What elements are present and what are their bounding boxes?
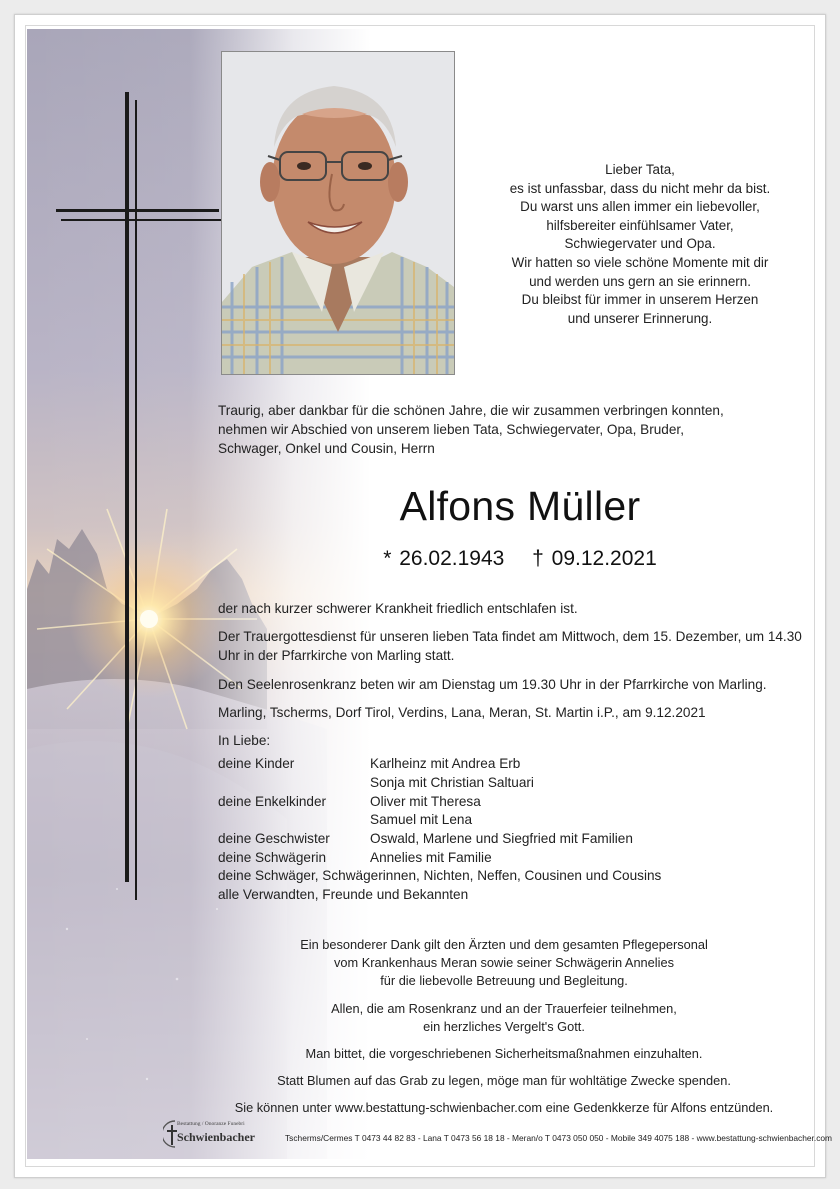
contact-line: Tscherms/Cermes T 0473 44 82 83 - Lana T 0473 56 18 18 - Meran/o T 0473 050 050 - Mobile 349 4075 188 - www.bestattung-schwienbacher.com [285, 1133, 833, 1143]
announcement-body [218, 599, 818, 904]
mourner-row [218, 848, 818, 867]
birth-date: * 26.02.1943 [383, 547, 505, 570]
intro-line: Schwager, Onkel und Cousin, Herrn [218, 441, 435, 457]
poem-line: Wir hatten so viele schöne Momente mit dir [511, 254, 769, 270]
poem-line: hilfsbereiter einfühlsamer Vater, [546, 217, 734, 233]
mourner-row [218, 754, 818, 773]
poem-block [475, 161, 805, 328]
mourner-extra-line: deine Schwäger, Schwägerinnen, Nichten, Neffen, Cousinen und Cousins [218, 868, 662, 884]
intro-line: nehmen wir Abschied von unserem lieben Tata, Schwiegervater, Opa, Bruder, [218, 422, 684, 438]
thanks-block [218, 936, 790, 1127]
candle-note: Sie können unter www.bestattung-schwienbacher.com eine Gedenkkerze für Alfons entzünden. [234, 1100, 774, 1116]
poem-line: Lieber Tata, [605, 162, 675, 177]
in-love-heading: In Liebe: [218, 733, 271, 749]
vergelts-paragraph [218, 1000, 790, 1036]
deceased-name: Alfons Müller [399, 483, 641, 529]
logo-subtitle: Bestattung / Onoranze Funebri [177, 1121, 245, 1127]
poem-line: Du bleibst für immer in unserem Herzen [521, 292, 759, 308]
mourner-names: Samuel mit Lena [370, 812, 473, 828]
funeral-service-info: Der Trauergottesdienst für unseren lieben Tata findet am Mittwoch, dem 15. Dezember, um 14.30 Uhr in der Pfarrkirche von Marling statt. [218, 629, 802, 664]
mourner-relation: deine Kinder [218, 756, 295, 772]
logo-name: Schwienbacher [177, 1130, 255, 1144]
vergelts-line: Allen, die am Rosenkranz und an der Trauerfeier teilnehmen, [331, 1000, 677, 1016]
footer [163, 1115, 833, 1151]
mourner-names: Oliver mit Theresa [370, 793, 481, 809]
poem-line: Schwiegervater und Opa. [564, 236, 716, 252]
mourner-names: Sonja mit Christian Saltuari [370, 774, 534, 790]
rosary-info: Den Seelenrosenkranz beten wir am Dienstag um 19.30 Uhr in der Pfarrkirche von Marling. [218, 676, 767, 692]
intro-line: Traurig, aber dankbar für die schönen Jahre, die wir zusammen verbringen konnten, [218, 403, 724, 418]
mourner-row [218, 792, 818, 811]
intro-text [218, 401, 818, 459]
cross-horizontal-beam [56, 209, 219, 212]
mourner-row [218, 773, 818, 792]
thanks-paragraph [218, 936, 790, 991]
mourner-names: Karlheinz mit Andrea Erb [370, 756, 521, 772]
mourner-relation: deine Geschwister [218, 830, 330, 846]
cross-horizontal-shadow [61, 219, 224, 221]
poem-line: und unserer Erinnerung. [567, 310, 713, 326]
thanks-line: vom Krankenhaus Meran sowie seiner Schwägerin Annelies [333, 955, 674, 971]
mourner-row [218, 829, 818, 848]
thanks-line: für die liebevolle Betreuung und Begleitung. [380, 973, 628, 989]
poem-line: Du warst uns allen immer ein liebevoller, [520, 199, 760, 215]
passing-note: der nach kurzer schwerer Krankheit friedlich entschlafen ist. [218, 601, 578, 616]
mourner-relation [218, 773, 370, 792]
mourner-names: Annelies mit Familie [370, 849, 492, 865]
poem-line: es ist unfassbar, dass du nicht mehr da bist. [509, 180, 771, 196]
flowers-note: Statt Blumen auf das Grab zu legen, möge man für wohltätige Zwecke spenden. [277, 1073, 731, 1089]
places-and-date: Marling, Tscherms, Dorf Tirol, Verdins, Lana, Meran, St. Martin i.P., am 9.12.2021 [218, 704, 706, 720]
obituary-sheet [14, 14, 833, 1178]
mourners-list [218, 754, 818, 904]
death-date: † 09.12.2021 [532, 547, 657, 570]
mourner-extra-line: alle Verwandten, Freunde und Bekannten [218, 887, 469, 903]
mourner-relation: deine Enkelkinder [218, 793, 327, 809]
mourner-relation: deine Schwägerin [218, 849, 327, 865]
vergelts-line: ein herzliches Vergelt's Gott. [423, 1018, 585, 1034]
funeral-home-logo [163, 1119, 273, 1149]
mourner-relation [218, 810, 370, 829]
mourner-row [218, 810, 818, 829]
poem-line: und werden uns gern an sie erinnern. [529, 273, 751, 289]
life-dates [215, 547, 825, 571]
mourner-names: Oswald, Marlene und Siegfried mit Familien [370, 830, 633, 846]
portrait-photo [221, 51, 455, 375]
thanks-line: Ein besonderer Dank gilt den Ärzten und dem gesamten Pflegepersonal [300, 937, 708, 952]
safety-note: Man bittet, die vorgeschriebenen Sicherheitsmaßnahmen einzuhalten. [305, 1046, 703, 1062]
